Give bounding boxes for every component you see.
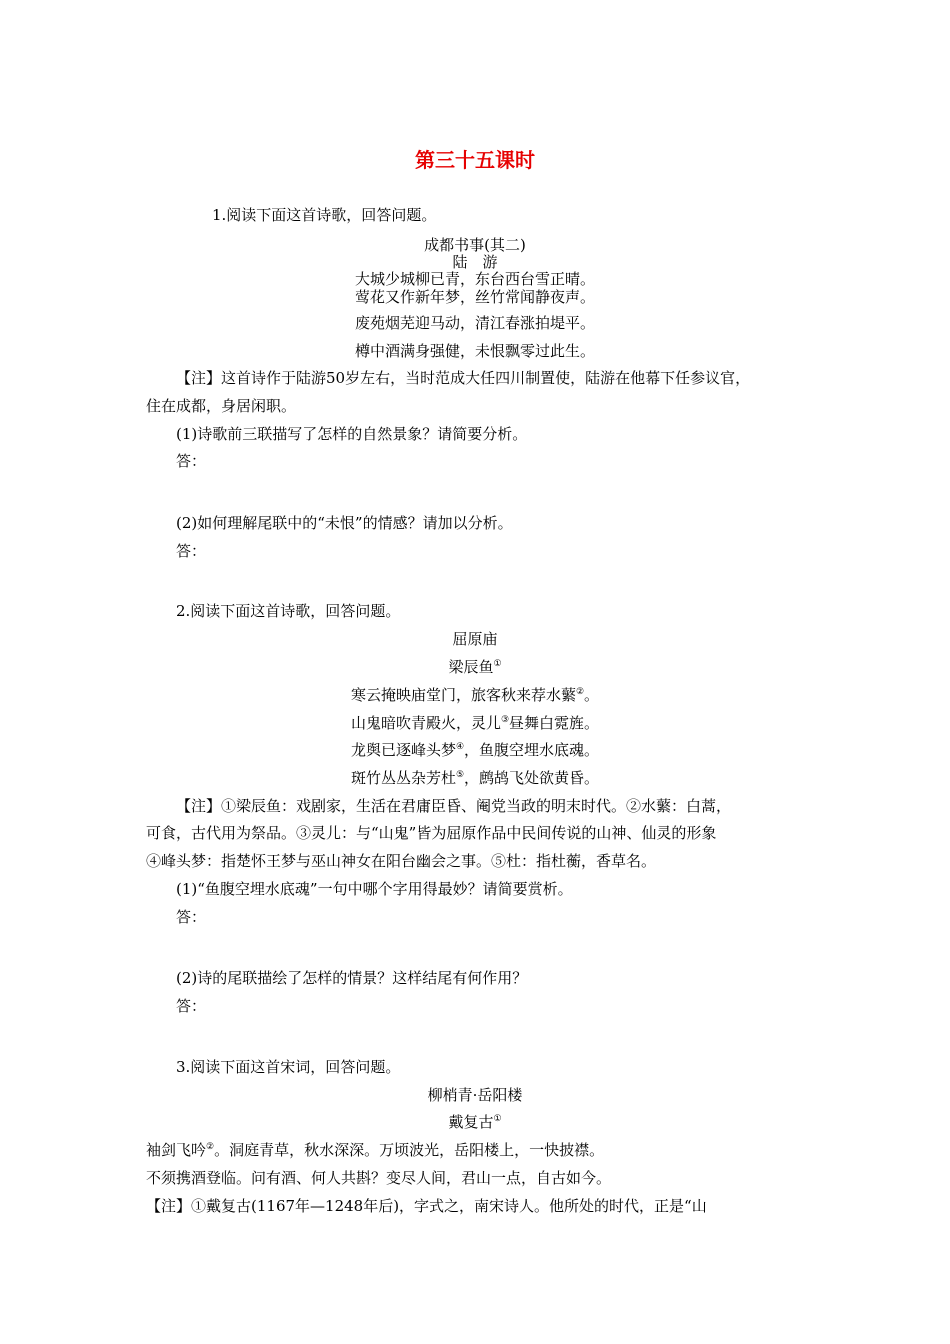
q2-poem-line-3: 龙舆已逐峰头梦④，鱼腹空埋水底魂。: [350, 741, 600, 759]
footnote-marker: ⑤: [455, 770, 465, 780]
q1-poem-line-3: 废苑烟芜迎马动，清江春涨拍堤平。: [354, 314, 595, 332]
q2-prompt: 2.阅读下面这首诗歌，回答问题。: [176, 602, 401, 620]
footnote-marker: ②: [206, 1142, 215, 1152]
q2-note-line-2: 可食，古代用为祭品。③灵儿：与“山鬼”皆为屈原作品中民间传说的山神、仙灵的形象: [146, 824, 717, 842]
q1-poem-title: 成都书事(其二): [424, 236, 526, 254]
page-title: 第三十五课时: [415, 148, 535, 172]
q1-poem-line-2: 莺花又作新年梦，丝竹常闻静夜声。: [354, 288, 595, 306]
q3-poem-line-2: 不须携酒登临。问有酒、何人共斟？变尽人间，君山一点，自古如今。: [146, 1169, 612, 1187]
q2-note-line-3: ④峰头梦：指楚怀王梦与巫山神女在阳台幽会之事。⑤杜：指杜蘅，香草名。: [146, 852, 657, 870]
q2-note-line-1: 【注】①梁辰鱼：戏剧家，生活在君庸臣昏、阉党当政的明末时代。②水蘩：白蒿，: [176, 797, 732, 815]
footnote-marker: ③: [500, 715, 510, 725]
q2-subquestion-2: (2)诗的尾联描绘了怎样的情景？这样结尾有何作用？: [176, 969, 528, 987]
q1-answer-2: 答：: [176, 542, 207, 560]
q2-subquestion-1: (1)“鱼腹空埋水底魂”一句中哪个字用得最妙？请简要赏析。: [176, 880, 573, 898]
q2-poem-line-4: 斑竹丛丛杂芳杜⑤，鹧鸪飞处欲黄昏。: [350, 769, 600, 787]
q2-poem-title: 屈原庙: [452, 630, 498, 648]
q2-answer-1: 答：: [176, 908, 207, 926]
q2-poem-line-2: 山鬼暗吹青殿火，灵儿③昼舞白霓旌。: [350, 714, 600, 732]
footnote-marker: ①: [493, 659, 502, 669]
footnote-marker: ①: [493, 1114, 502, 1124]
q1-author: 陆 游: [452, 253, 498, 271]
q1-subquestion-2: (2)如何理解尾联中的“未恨”的情感？请加以分析。: [176, 514, 513, 532]
q3-prompt: 3.阅读下面这首宋词，回答问题。: [176, 1058, 401, 1076]
q1-poem-line-4: 樽中酒满身强健，未恨飘零过此生。: [354, 342, 595, 360]
footnote-marker: ②: [575, 687, 585, 697]
q1-subquestion-1: (1)诗歌前三联描写了怎样的自然景象？请简要分析。: [176, 425, 528, 443]
q1-poem-line-1: 大城少城柳已青，东台西台雪正晴。: [354, 270, 595, 288]
q1-note-line-2: 住在成都，身居闲职。: [146, 397, 297, 415]
q3-poem-line-1: 袖剑飞吟②。洞庭青草，秋水深深。万顷波光，岳阳楼上，一快披襟。: [146, 1141, 605, 1159]
q2-answer-2: 答：: [176, 997, 207, 1015]
q3-poem-title: 柳梢青·岳阳楼: [427, 1086, 523, 1104]
q1-note-line-1: 【注】这首诗作于陆游50岁左右，当时范成大任四川制置使，陆游在他幕下任参议官，: [176, 369, 751, 387]
q2-author: 梁辰鱼①: [448, 658, 502, 676]
q1-prompt: 1.阅读下面这首诗歌，回答问题。: [212, 206, 437, 224]
q2-poem-line-1: 寒云掩映庙堂门，旅客秋来荐水蘩②。: [350, 686, 600, 704]
q3-note-line-1: 【注】①戴复古(1167年—1248年后)，字式之，南宋诗人。他所处的时代，正是“山: [146, 1197, 707, 1215]
q1-answer-1: 答：: [176, 452, 207, 470]
footnote-marker: ④: [455, 742, 465, 752]
q3-author: 戴复古①: [448, 1113, 502, 1131]
